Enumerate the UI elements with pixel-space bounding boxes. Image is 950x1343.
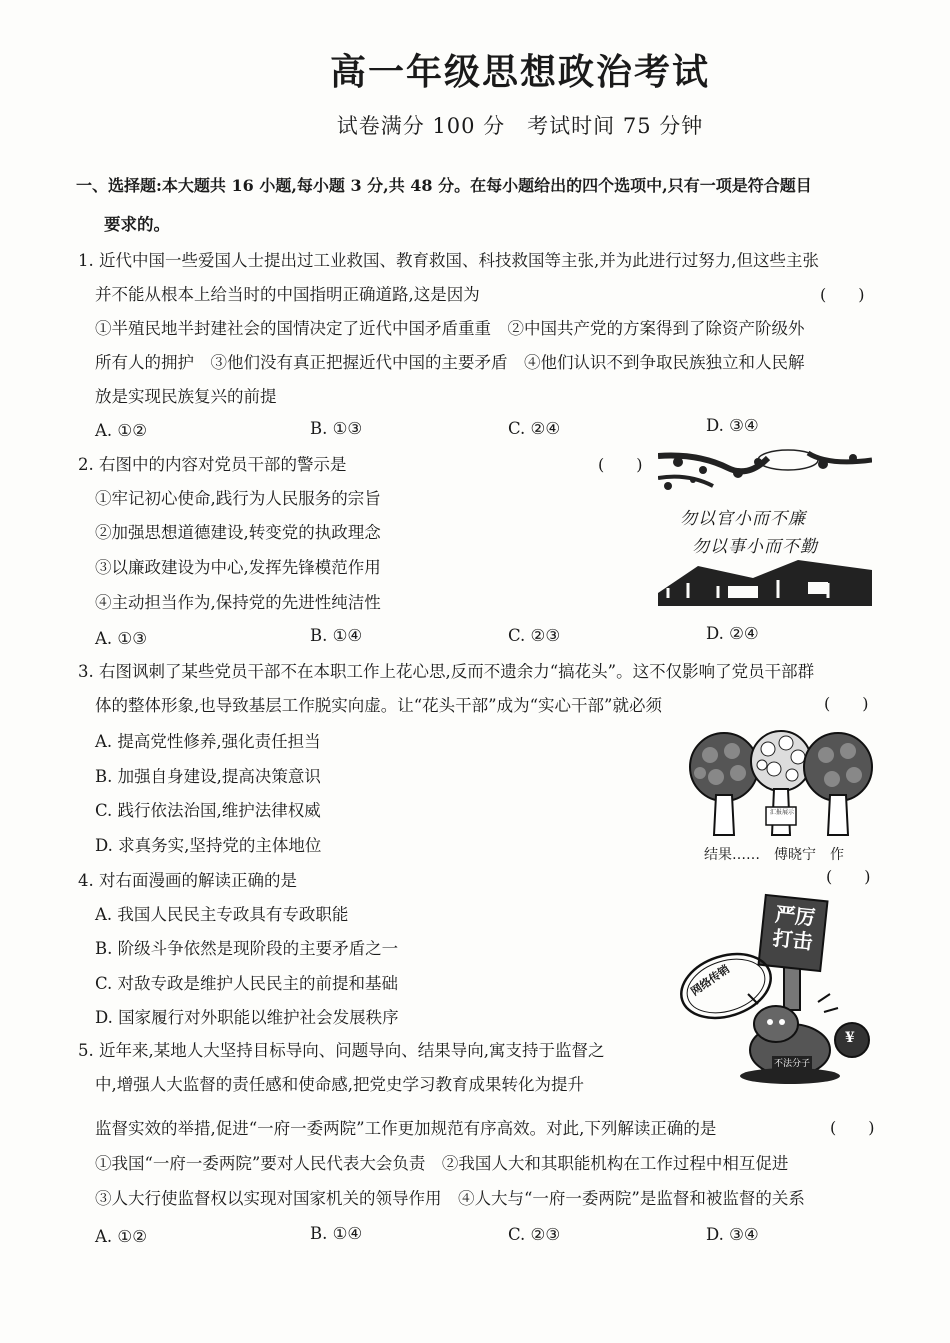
q3-stem-line1: 3. 右图讽刺了某些党员干部不在本职工作上花心思,反而不遗余力“搞花头”。这不仅影响了党员干部群 [78,662,815,681]
q1-choice-d: D. ③④ [706,416,759,435]
q1-stem-line1: 1. 近代中国一些爱国人士提出过工业救国、教育救国、科技救国等主张,并为此进行过努力,但这些主张 [78,251,819,270]
q1-option-line1: ①半殖民地半封建社会的国情决定了近代中国矛盾重重 ②中国共产党的方案得到了除资产阶级外 [95,319,805,338]
q4-choice-a: A. 我国人民民主专政具有专政职能 [95,905,349,924]
q3-choice-a: A. 提高党性修养,强化责任担当 [95,732,321,751]
q1-stem-line2: 并不能从根本上给当时的中国指明正确道路,这是因为 [95,285,480,304]
q1-choice-a: A. ①② [95,421,147,440]
q2-answer-paren: ( ) [598,455,643,474]
q5-choice-a: A. ①② [95,1227,147,1246]
q5-stem-line2: 中,增强人大监督的责任感和使命感,把党史学习教育成果转化为提升 [95,1075,584,1094]
q5-answer-paren: ( ) [830,1118,875,1137]
exam-subtitle: 试卷满分 100 分 考试时间 75 分钟 [336,114,704,138]
q2-choice-d: D. ②④ [706,624,759,643]
q4-figure-rope-label: 网络传销 [688,962,733,999]
q1-choice-b: B. ①③ [310,419,363,438]
q2-figure-text-line1: 勿以官小而不廉 [680,509,806,529]
q3-stem-line2: 体的整体形象,也导致基层工作脱实向虚。让“花头干部”成为“实心干部”就必须 [95,696,662,715]
q2-stem: 2. 右图中的内容对党员干部的警示是 [78,455,347,474]
q3-figure-drawing [686,725,876,841]
q3-choice-b: B. 加强自身建设,提高决策意识 [95,767,321,786]
q2-choice-b: B. ①④ [310,626,363,645]
section-heading-line1: 一、选择题:本大题共 16 小题,每小题 3 分,共 48 分。在每小题给出的四个选项中,只有一项是符合题目 [76,176,812,195]
q3-cartoon-figure [686,725,876,841]
q1-answer-paren: ( ) [820,285,865,304]
q4-choice-c: C. 对敌专政是维护人民民主的前提和基础 [95,974,399,993]
q4-choice-b: B. 阶级斗争依然是现阶段的主要矛盾之一 [95,939,399,958]
q2-calligraphy-figure [658,448,872,606]
q2-option-3: ③以廉政建设为中心,发挥先锋模范作用 [95,558,381,577]
q5-option-line1: ①我国“一府一委两院”要对人民代表大会负责 ②我国人大和其职能机构在工作过程中相互促进 [95,1154,789,1173]
q3-figure-sign: 汇报展示 [769,809,794,816]
q5-choice-b: B. ①④ [310,1224,363,1243]
q1-choice-c: C. ②④ [508,419,561,438]
q4-figure-sign: 严厉打击 [771,902,817,954]
q2-option-2: ②加强思想道德建设,转变党的执政理念 [95,523,381,542]
q5-choice-d: D. ③④ [706,1225,759,1244]
q3-answer-paren: ( ) [824,694,869,713]
q2-choice-a: A. ①③ [95,629,147,648]
q2-option-4: ④主动担当作为,保持党的先进性纯洁性 [95,593,381,612]
section-heading-line2: 要求的。 [104,215,170,234]
q2-choice-c: C. ②③ [508,626,561,645]
exam-title: 高一年级思想政治考试 [329,52,710,93]
q3-choice-d: D. 求真务实,坚持党的主体地位 [95,836,322,855]
q3-figure-caption: 结果…… 傅晓宁 作 [704,847,844,863]
q4-choice-d: D. 国家履行对外职能以维护社会发展秩序 [95,1008,399,1027]
q3-choice-c: C. 践行依法治国,维护法律权威 [95,801,321,820]
q4-stem: 4. 对右面漫画的解读正确的是 [78,871,297,890]
q5-choice-c: C. ②③ [508,1225,561,1244]
q5-stem-line3: 监督实效的举措,促进“一府一委两院”工作更加规范有序高效。对此,下列解读正确的是 [95,1119,717,1138]
q4-figure-money-icon: ¥ [845,1030,855,1046]
q1-option-line3: 放是实现民族复兴的前提 [95,387,277,406]
q4-figure-tag: 不法分子 [772,1056,812,1069]
q4-cartoon-figure [678,890,870,1086]
q5-stem-line1: 5. 近年来,某地人大坚持目标导向、问题导向、结果导向,寓支持于监督之 [78,1041,605,1060]
q4-answer-paren: ( ) [826,867,871,886]
q1-option-line2: 所有人的拥护 ③他们没有真正把握近代中国的主要矛盾 ④他们认识不到争取民族独立和人民解 [95,353,805,372]
q5-option-line2: ③人大行使监督权以实现对国家机关的领导作用 ④人大与“一府一委两院”是监督和被监督的关系 [95,1189,805,1208]
q2-option-1: ①牢记初心使命,践行为人民服务的宗旨 [95,489,381,508]
q2-figure-text-line2: 勿以事小而不勤 [692,537,818,557]
